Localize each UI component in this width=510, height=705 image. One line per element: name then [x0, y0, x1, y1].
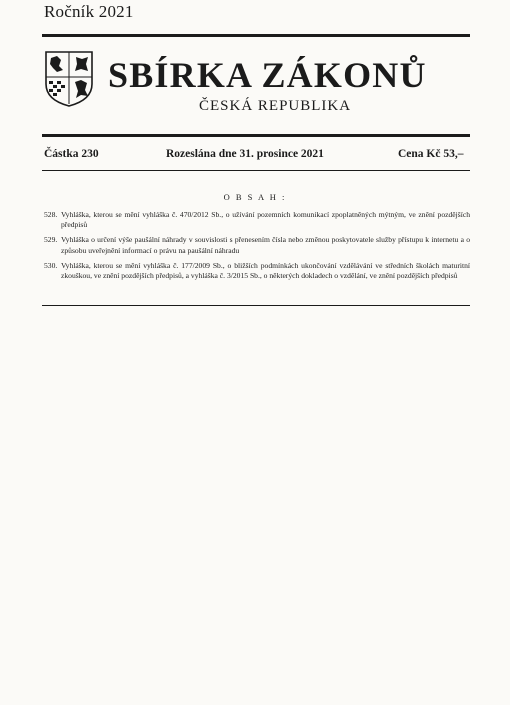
meta-bottom-rule: [42, 170, 470, 171]
entry-text: Vyhláška, kterou se mění vyhláška č. 177/2009 Sb., o bližších podmínkách ukončování vzdělávání ve středních školách maturitní zkouškou, ve znění pozdějších předpisů, a vyhláška č. 3/2015 Sb., o některých dokladech o vzdělání, ve znění pozdějších předpisů: [61, 260, 470, 281]
contents-entry: [44, 210, 470, 230]
contents-bottom-rule: [42, 305, 470, 306]
contents-entry: [44, 235, 470, 255]
contents-list: [44, 210, 470, 286]
entry-text: Vyhláška o určení výše paušální náhrady v souvislosti s přenesením čísla nebo změnou poskytovatele služby přístupu k internetu a o způsobu uveřejnění informací o právu na paušální náhradu: [61, 235, 470, 255]
meta-top-rule: [42, 134, 470, 137]
contents-entry: [44, 261, 470, 281]
part-number: Částka 230: [44, 148, 99, 160]
entry-number: 530.: [44, 260, 58, 270]
entry-number: 529.: [44, 235, 58, 245]
gazette-subtitle: ČESKÁ REPUBLIKA: [199, 98, 352, 114]
price: Cena Kč 53,–: [398, 148, 464, 160]
header-top-rule: [42, 34, 470, 37]
volume-year: Ročník 2021: [44, 2, 134, 21]
issue-date: Rozeslána dne 31. prosince 2021: [166, 148, 324, 160]
entry-number: 528.: [44, 210, 58, 219]
state-emblem-icon: [44, 50, 94, 108]
gazette-title: SBÍRKA ZÁKONŮ: [108, 55, 427, 95]
contents-heading: O B S A H :: [223, 192, 287, 202]
entry-text: Vyhláška, kterou se mění vyhláška č. 470/2012 Sb., o užívání pozemních komunikací zpoplatněných mýtným, ve znění pozdějších předpisů: [61, 210, 470, 230]
